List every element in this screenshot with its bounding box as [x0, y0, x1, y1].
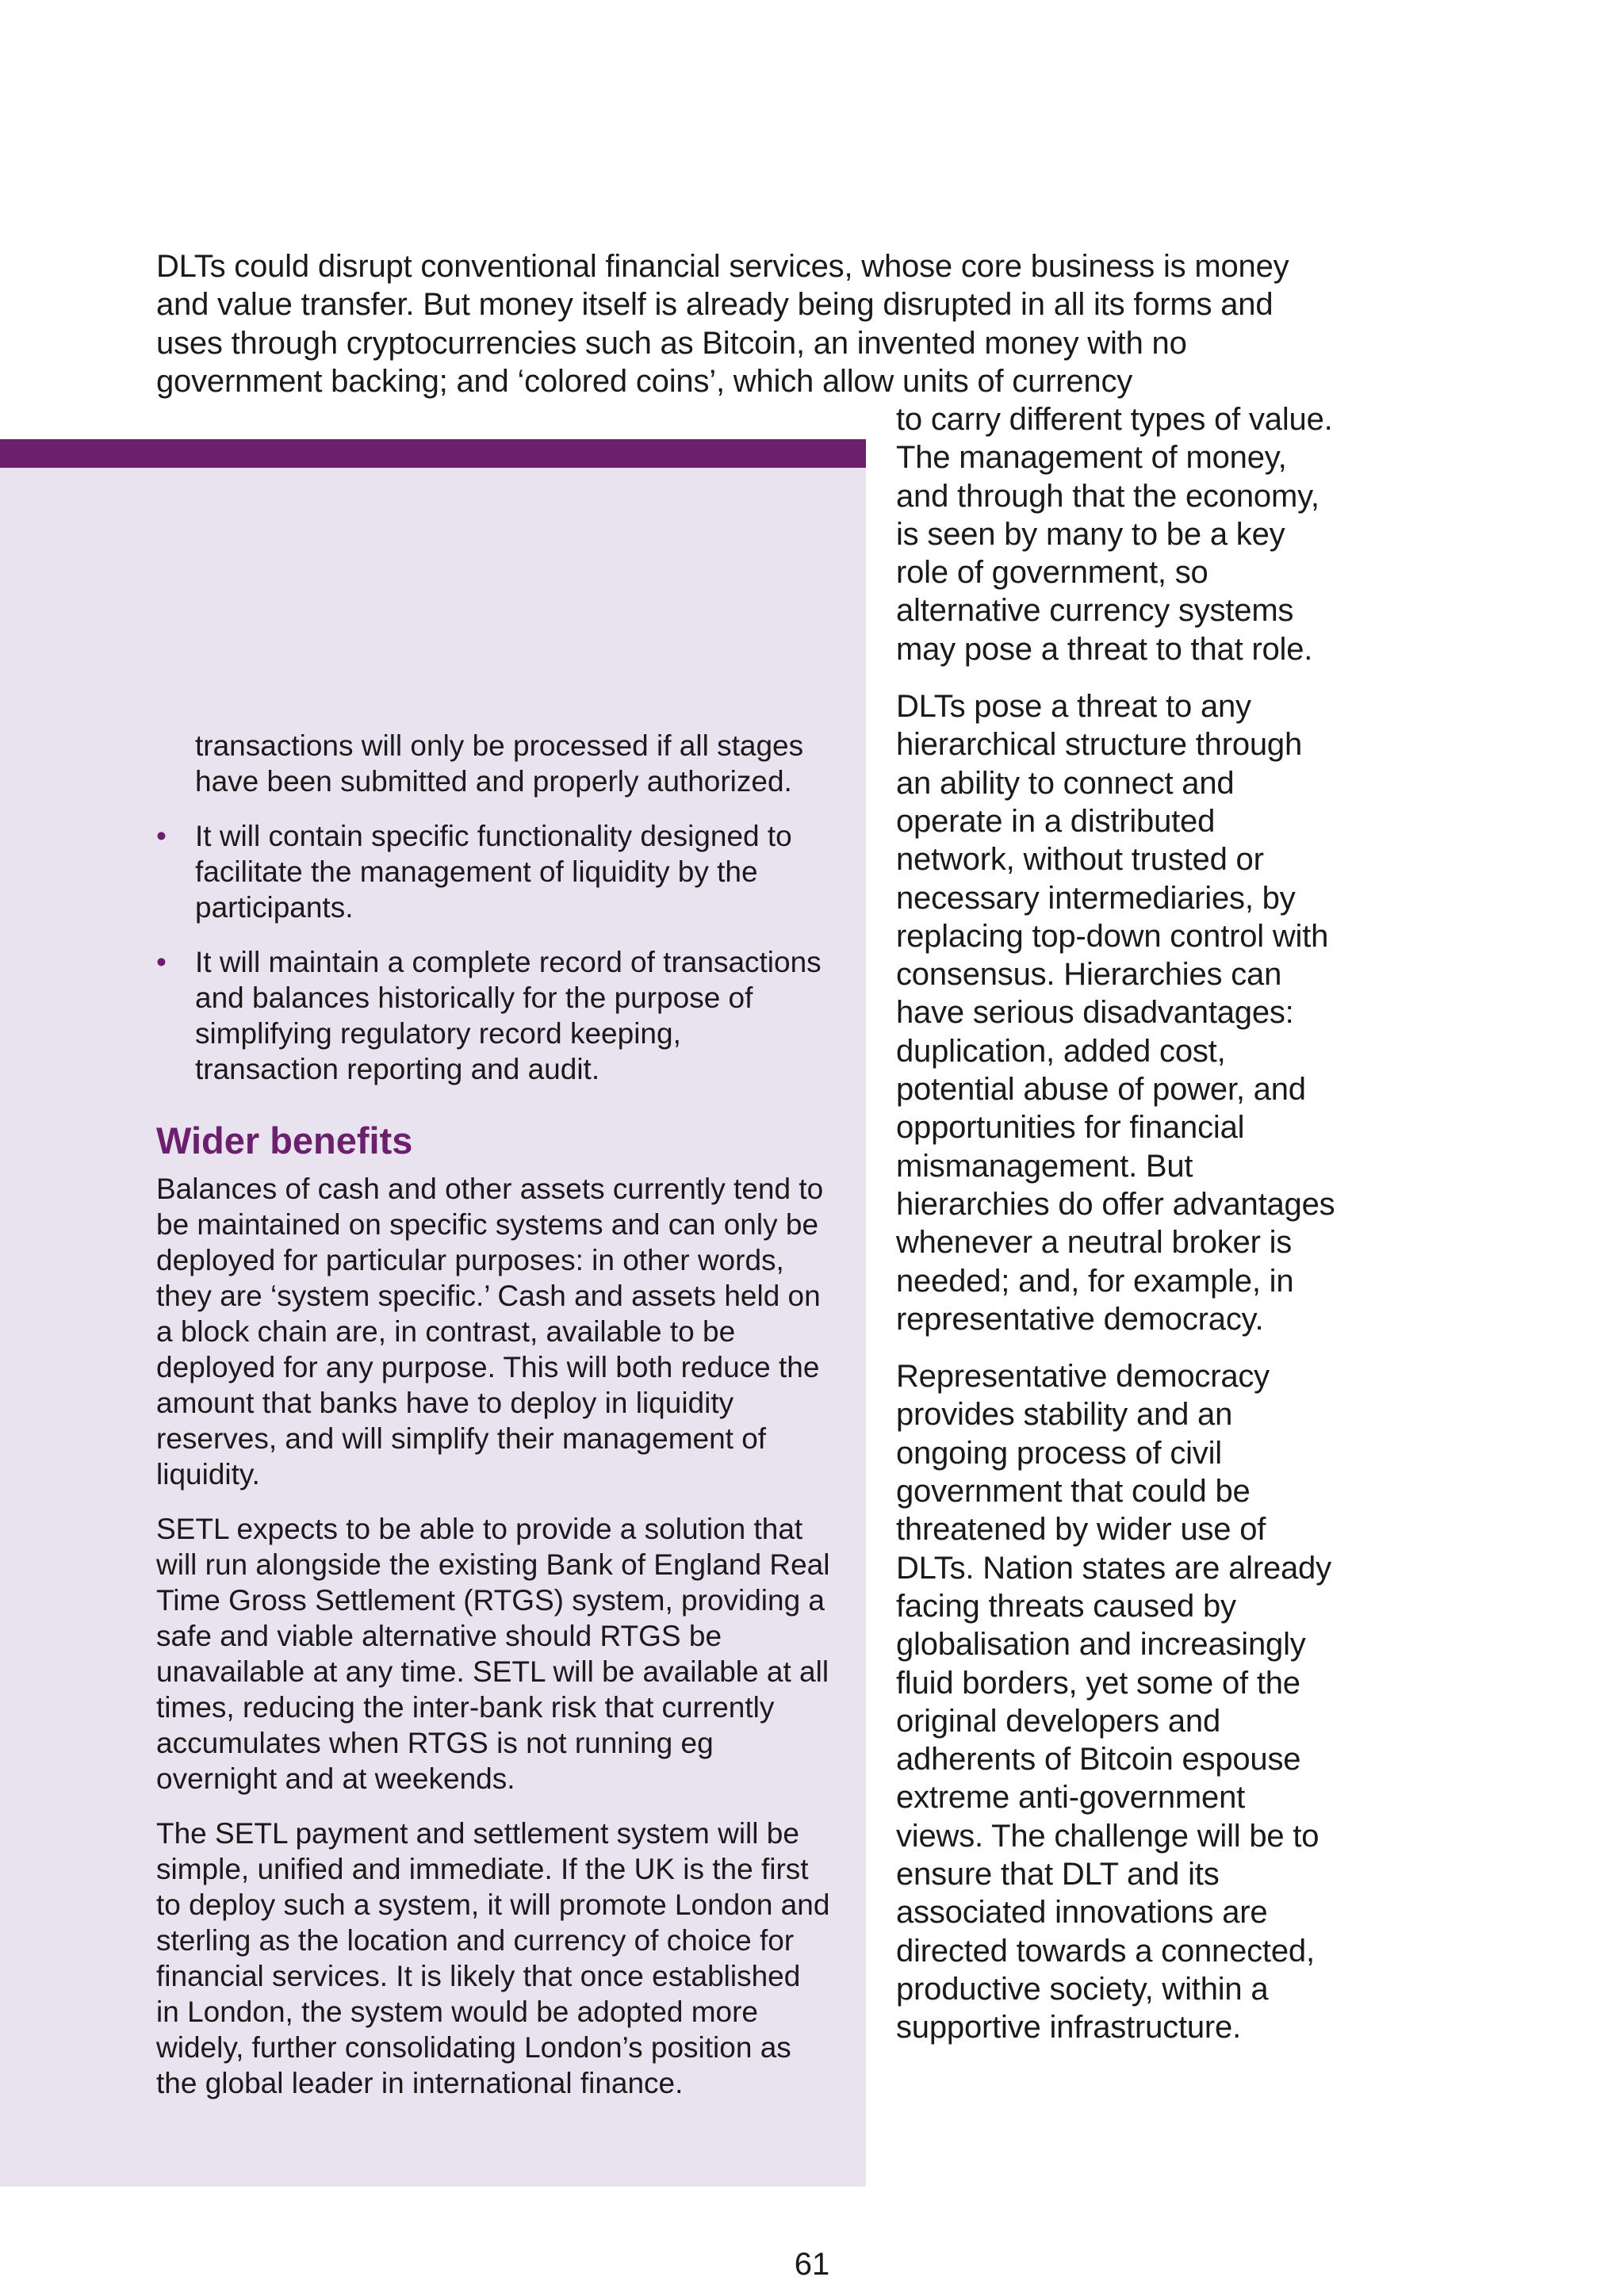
bullet-text: It will maintain a complete record of transactions and balances historically for the purpose of simplifying regulatory record keeping, transaction reporting and audit.: [195, 946, 822, 1085]
intro-paragraph: DLTs could disrupt conventional financial services, whose core business is money and value transfer. But money itself is already being disrupted in all its forms and uses through cryptocurrencies such as Bitcoin, an invented money with no government backing; and ‘colored coins’, which allow units of currency: [156, 249, 1289, 399]
case-study-box-content: [156, 728, 830, 2120]
bullet-list: [156, 818, 830, 1087]
bullet-item: [156, 944, 830, 1087]
bullet-item: [156, 818, 830, 925]
bullet-dot-icon: •: [156, 820, 167, 852]
box-paragraph: The SETL payment and settlement system will be simple, unified and immediate. If the UK is the first to deploy such a system, it will promote London and sterling as the location and currency of choice for financial services. It is likely that once established in London, the system would be adopted more widely, further consolidating London’s position as the global leader in international finance.: [156, 1817, 830, 2099]
right-column-paragraph: DLTs pose a threat to any hierarchical structure through an ability to connect and operate in a distributed network, without trusted or necessary intermediaries, by replacing top-down control with consensus. Hierarchies can have serious disadvantages: duplication, added cost, potential abuse of power, and opportunities for financial mismanagement. But hierarchies do offer advantages whenever a neutral broker is needed; and, for example, in representative democracy.: [896, 689, 1335, 1337]
bullet-text: It will contain specific functionality designed to facilitate the management of liquidity by the participants.: [195, 820, 792, 924]
section-heading-wider-benefits: Wider benefits: [156, 1119, 413, 1161]
page-number: 61: [794, 2247, 830, 2282]
case-study-box-header-bar: [0, 439, 866, 468]
box-paragraph: SETL expects to be able to provide a solution that will run alongside the existing Bank of England Real Time Gross Settlement (RTGS) system, providing a safe and viable alternative should RTGS be unavailable at any time. SETL will be available at all times, reducing the inter-bank risk that currently accumulates when RTGS is not running eg overnight and at weekends.: [156, 1513, 830, 1795]
right-column: [896, 400, 1340, 2065]
continued-bullet-text: transactions will only be processed if all stages have been submitted and properly authorized.: [195, 729, 804, 798]
right-column-paragraph: to carry different types of value. The management of money, and through that the economy, is seen by many to be a key role of government, so alternative currency systems may pose a threat to that role.: [896, 402, 1333, 667]
bullet-dot-icon: •: [156, 946, 167, 978]
right-column-paragraph: Representative democracy provides stability and an ongoing process of civil government that could be threatened by wider use of DLTs. Nation states are already facing threats caused by globalisation and increasingly fluid borders, yet some of the original developers and adherents of Bitcoin espouse extreme anti-government views. The challenge will be to ensure that DLT and its associated innovations are directed towards a connected, productive society, within a supportive infrastructure.: [896, 1359, 1331, 2045]
box-paragraph: Balances of cash and other assets currently tend to be maintained on specific systems and can only be deployed for particular purposes: in other words, they are ‘system specific.’ Cash and assets held on a block chain are, in contrast, available to be deployed for any purpose. This will both reduce the amount that banks have to deploy in liquidity reserves, and will simplify their management of liquidity.: [156, 1173, 824, 1490]
